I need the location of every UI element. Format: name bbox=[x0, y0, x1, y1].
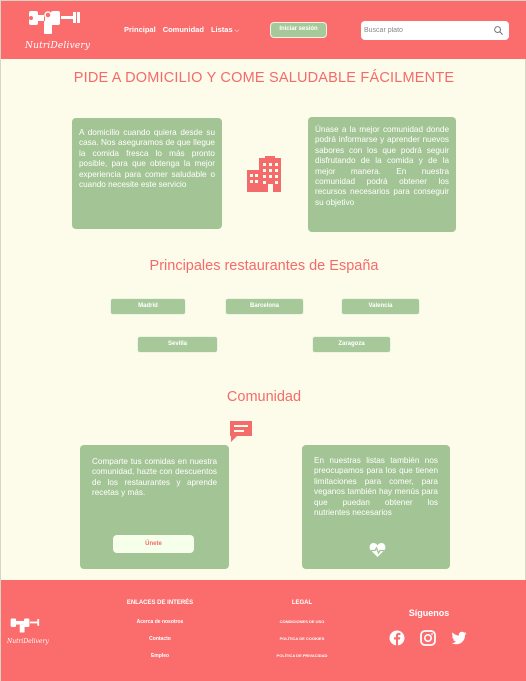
twitter-icon[interactable] bbox=[451, 630, 467, 646]
community-info-text: Únase a la mejor comunidad donde podrá informarse y aprender nuevos sabores con los que podrá seguir disfrutando de la comida y de la mejor manera. En nuestra comunidad podrá obtener los recursos necesarios para conseguir su objetivo bbox=[315, 125, 449, 207]
city-button-barcelona[interactable]: Barcelona bbox=[225, 298, 304, 315]
city-button-madrid[interactable]: Madrid bbox=[110, 298, 186, 315]
heartbeat-icon bbox=[369, 542, 386, 558]
footer-logo[interactable] bbox=[7, 615, 47, 649]
building-icon bbox=[245, 156, 283, 193]
brand-name: NutriDelivery bbox=[25, 41, 91, 51]
chevron-down-icon: ⌵ bbox=[234, 28, 240, 34]
nav-community[interactable]: Comunidad bbox=[162, 25, 204, 34]
city-button-zaragoza[interactable]: Zaragoza bbox=[312, 336, 391, 353]
footer-link-contact[interactable]: Contacto bbox=[149, 636, 171, 642]
facebook-icon[interactable] bbox=[389, 630, 405, 646]
footer-legal-cookies[interactable]: POLÍTICA DE COOKIES bbox=[279, 636, 325, 641]
footer-legal-terms[interactable]: CONDICIONES DE USO bbox=[279, 619, 325, 624]
community-info-card bbox=[308, 117, 456, 232]
footer-links-title: ENLACES DE INTERÉS bbox=[126, 600, 194, 606]
footer-legal-privacy[interactable]: POLÍTICA DE PRIVACIDAD bbox=[276, 653, 328, 658]
follow-us-title: Síguenos bbox=[408, 608, 450, 618]
community-title: Comunidad bbox=[226, 389, 302, 405]
nav-lists[interactable] bbox=[211, 25, 239, 35]
dumbbell-logo-icon bbox=[23, 7, 89, 43]
join-button[interactable]: Únete bbox=[113, 535, 194, 553]
city-button-sevilla[interactable]: Sevilla bbox=[137, 336, 218, 353]
instagram-icon[interactable] bbox=[420, 630, 436, 646]
login-button[interactable]: Iniciar sesión bbox=[270, 22, 327, 38]
footer-links-column bbox=[117, 600, 203, 670]
nav-home[interactable]: Principal bbox=[124, 25, 156, 34]
search-input[interactable] bbox=[364, 24, 489, 37]
nav-lists-label: Listas bbox=[210, 25, 233, 34]
restaurants-title: Principales restaurantes de España bbox=[149, 258, 379, 274]
main-nav bbox=[124, 25, 239, 35]
footer-dumbbell-icon bbox=[7, 615, 47, 639]
delivery-info-text: A domicilio cuando quiera desde su casa. Nos aseguramos de que llegue la comida fresca lo más pronto posible, para que obtenga la mejor experiencia para comer saludable o cuando necesite este servicio bbox=[79, 128, 215, 190]
share-meals-text: Comparte tus comidas en nuestra comunidad, hazte con descuentos de los restaurantes y aprende recetas y más. bbox=[92, 457, 217, 498]
brand-logo[interactable] bbox=[23, 7, 89, 53]
header bbox=[1, 1, 526, 59]
footer-link-about[interactable]: Acerca de nosotros bbox=[136, 619, 184, 625]
footer bbox=[1, 580, 526, 681]
diet-lists-text: En nuestras listas también nos preocupamos para los que tienen limitaciones para comer, para veganos también hay menús para que puedan obtener los nutrientes necesarios bbox=[314, 456, 438, 518]
hero-title: PIDE A DOMICILIO Y COME SALUDABLE FÁCILMENTE bbox=[73, 70, 455, 86]
footer-link-jobs[interactable]: Empleo bbox=[150, 653, 170, 659]
footer-legal-title: LEGAL bbox=[291, 600, 313, 606]
footer-brand-name: NutriDelivery bbox=[7, 638, 49, 645]
chat-bubble-icon bbox=[228, 419, 254, 443]
city-button-valencia[interactable]: Valencia bbox=[341, 298, 420, 315]
search-box bbox=[361, 21, 509, 40]
delivery-info-card bbox=[72, 118, 222, 229]
footer-legal-column bbox=[262, 600, 342, 670]
search-icon[interactable] bbox=[493, 25, 504, 36]
